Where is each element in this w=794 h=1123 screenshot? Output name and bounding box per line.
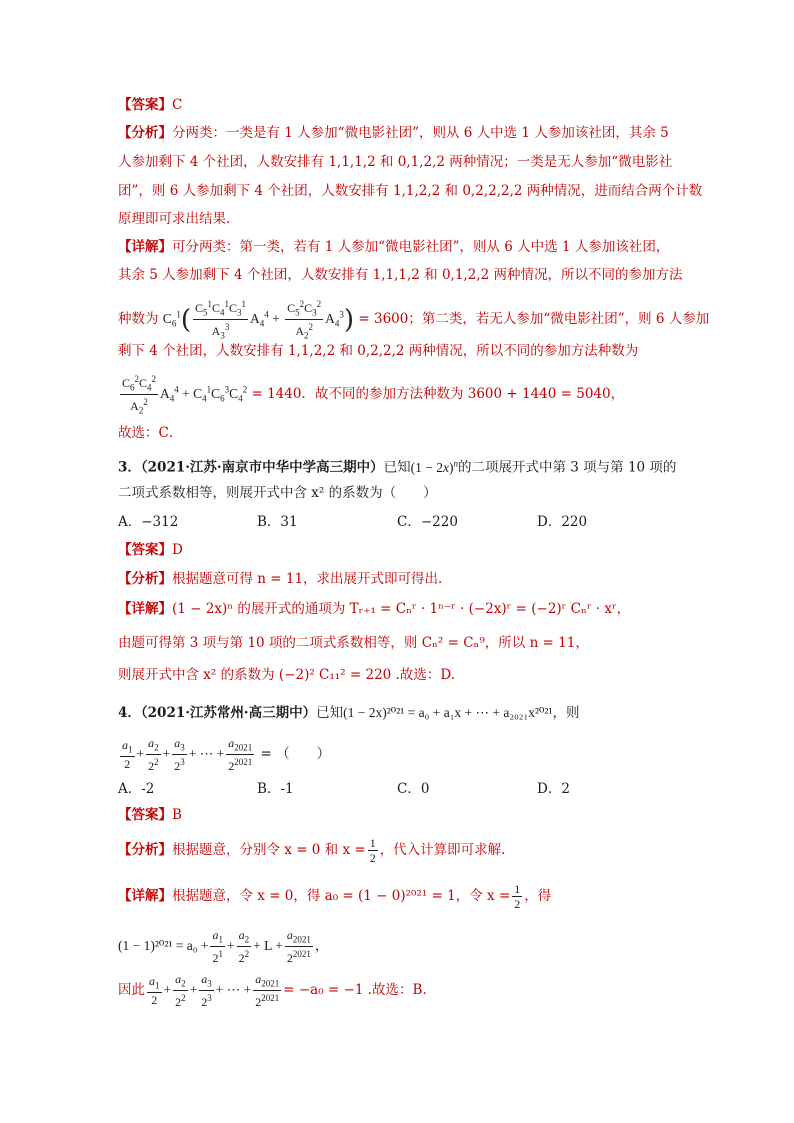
q3-detail-line-1: 【详解】(1 − 2x)ⁿ 的展开式的通项为 Tᵣ₊₁ = Cₙʳ · 1ⁿ⁻ʳ · (−2x)ʳ = (−2)ʳ Cₙʳ · xʳ， — [118, 601, 631, 617]
analysis-line-2: 人参加剩下 4 个社团，人数安排有 1,1,1,2 和 0,1,2,2 两种情况；一类是无人参加“微电影社 — [118, 154, 673, 170]
q4-stem-line-1: 4．（2021·江苏常州·高三期中）已知(1 − 2x)²⁰²¹ = a₀ + a₁x + ⋯ + a₂₀₂₁x²⁰²¹，则 — [118, 705, 580, 721]
q4-detail-line-2: (1 − 1)²⁰²¹ = a₀ + $\frac{a_1}{2^1}$ + $\frac{a_2}{2^2}$ + L + $\frac{a_{2021}}{2^{2021}}$ ， — [118, 928, 329, 966]
q3-stem-line-2: 二项式系数相等，则展开式中含 x² 的系数为（ ） — [118, 485, 437, 501]
q4-detail-line-3: 因此 $\frac{a_1}{2}$ + $\frac{a_2}{2^2}$ + $\frac{a_3}{2^3}$ + ⋯ + $\frac{a_{2021}}{2^{2021}}$ = −a₀ = −1 .故选：B. — [118, 972, 427, 1010]
q3-stem-line-1: 3．（2021·江苏·南京市中华中学高三期中）已知$(1 - 2x)^n$的二项展开式中第 3 项与第 10 项的 — [118, 458, 677, 476]
q3-detail-line-2: 由题可得第 3 项与第 10 项的二项式系数相等，则 Cₙ² = Cₙ⁹，所以 n = 11， — [118, 635, 589, 651]
q4-sum-formula: $\frac{a_1}{2}$ + $\frac{a_2}{2^2}$ + $\frac{a_3}{2^3}$ + ⋯ + $\frac{a_{2021}}{2^{2021}}$ — [122, 736, 253, 774]
q3-answer-line: 【答案】D — [118, 542, 183, 558]
q3-option-c: C．−220 — [397, 514, 458, 530]
q3-detail-line-3: 则展开式中含 x² 的系数为 (−2)² C₁₁² = 220 .故选：D. — [118, 667, 455, 683]
q4-option-b: B．-1 — [257, 781, 294, 797]
detail-line-2: 其余 5 人参加剩下 4 个社团，人数安排有 1,1,1,2 和 0,1,2,2 两种情况，所以不同的参加方法 — [118, 267, 683, 283]
detail-line-1: 【详解】可分两类：第一类，若有 1 人参加“微电影社团”，则从 6 人中选 1 人参加该社团， — [118, 239, 670, 255]
q3-option-d: D．220 — [537, 514, 588, 530]
q4-option-c: C．0 — [397, 781, 430, 797]
q4-detail-line-1: 【详解】根据题意，令 x = 0，得 a₀ = (1 − 0)²⁰²¹ = 1，令 x = $\frac{1}{2}$ ，得 — [118, 882, 552, 911]
detail-line-4: 剩下 4 个社团，人数安排有 1,1,2,2 和 0,2,2,2 两种情况，所以不同的参加方法种数为 — [118, 343, 639, 359]
analysis-line-4: 原理即可求出结果. — [118, 211, 231, 227]
formula-count-a: $C_6^1$( $\frac{C_5^1C_4^1C_3^1}{A_3^3}$ $A_4^4$ + $\frac{C_5^2C_3^2}{A_2^2}$ $A_4^3$) — [162, 299, 355, 341]
q3-option-b: B．31 — [257, 514, 298, 530]
q3-option-a: A．−312 — [118, 514, 179, 530]
analysis-line-1: 【分析】分两类：一类是有 1 人参加“微电影社团”，则从 6 人中选 1 人参加该社团，其余 5 — [118, 125, 669, 141]
answer-line: 【答案】C — [118, 97, 183, 113]
q4-option-a: A．-2 — [118, 781, 155, 797]
q4-stem-line-2: $\frac{a_1}{2}$ + $\frac{a_2}{2^2}$ + $\frac{a_3}{2^3}$ + ⋯ + $\frac{a_{2021}}{2^{2021}}$ = （ ） — [118, 736, 330, 772]
formula-count-b: $\frac{C_6^2C_4^2}{A_2^2}$ $A_4^4 + C_4^1C_6^3C_4^2$ — [122, 374, 248, 416]
q3-analysis-line: 【分析】根据题意可得 n = 11，求出展开式即可得出. — [118, 571, 443, 587]
detail-line-5: $\frac{C_6^2C_4^2}{A_2^2}$ $A_4^4 + C_4^1C_6^3C_4^2 = 1440$．故不同的参加方法种数为 3600 + 1440 = 5040， — [118, 372, 624, 408]
q4-analysis-line: 【分析】根据题意，分别令 x = 0 和 x = $\frac{1}{2}$ ，代入计算即可求解. — [118, 836, 506, 865]
detail-line-3: 种数为 $C_6^1$( $\frac{C_5^1C_4^1C_3^1}{A_3^3}$ $A_4^4$ + $\frac{C_5^2C_3^2}{A_2^2}$ $A_4^3) = 3600$；第二类，若无人参加“微电影社团”，则 6 人参加 — [118, 299, 710, 341]
detail-line-6: 故选：C． — [118, 425, 183, 441]
q4-answer-line: 【答案】B — [118, 807, 182, 823]
analysis-line-3: 团”，则 6 人参加剩下 4 个社团，人数安排有 1,1,2,2 和 0,2,2,2,2 两种情况，进而结合两个计数 — [118, 183, 703, 199]
q4-option-d: D．2 — [537, 781, 570, 797]
